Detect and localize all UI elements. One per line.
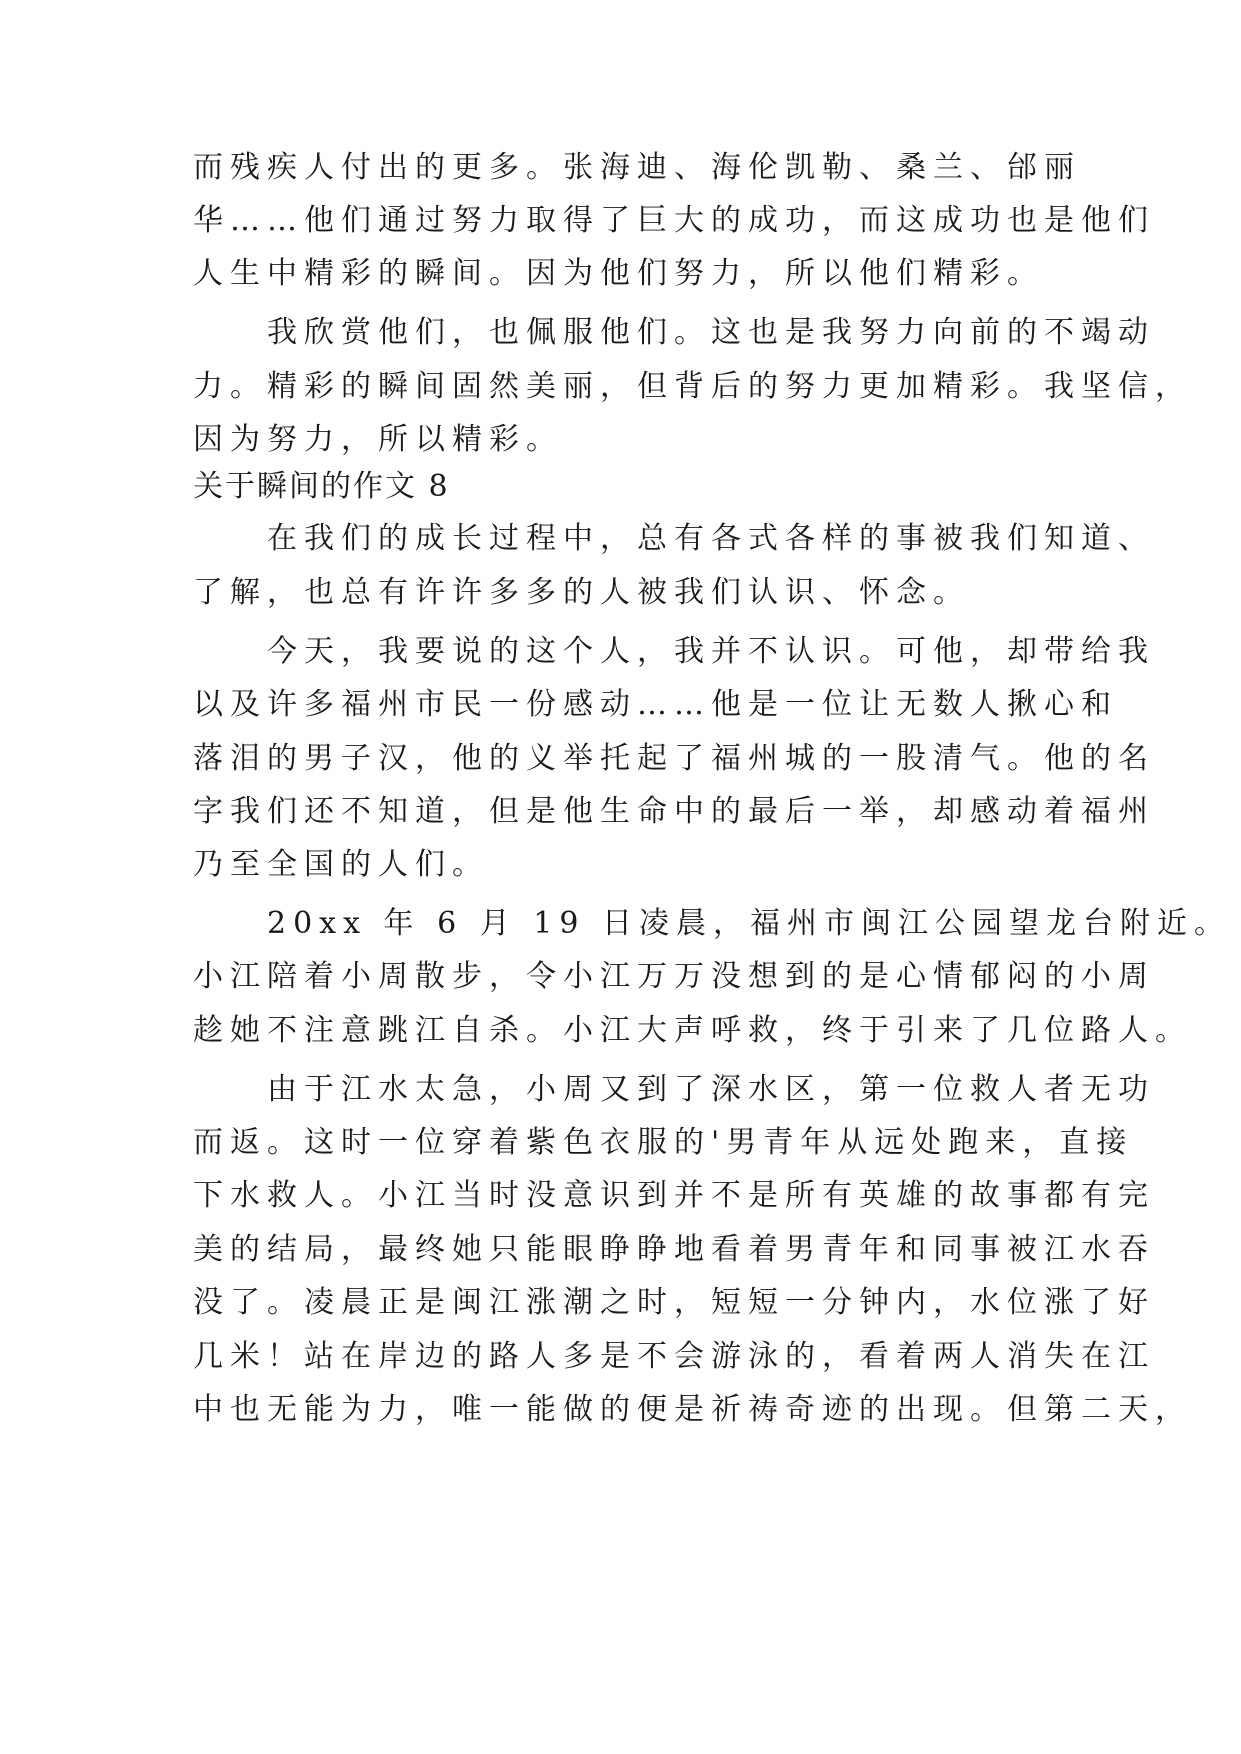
text-line: 下水救人。小江当时没意识到并不是所有英雄的故事都有完 — [193, 1178, 1155, 1213]
text-line: 我欣赏他们，也佩服他们。这也是我努力向前的不竭动 — [193, 315, 1155, 350]
section-heading: 关于瞬间的作文 8 — [193, 469, 450, 504]
text-line: 小江陪着小周散步，令小江万万没想到的是心情郁闷的小周 — [193, 959, 1155, 994]
text-line: 在我们的成长过程中，总有各式各样的事被我们知道、 — [193, 521, 1155, 556]
text-line: 而残疾人付出的更多。张海迪、海伦凯勒、桑兰、邰丽 — [193, 150, 1081, 185]
text-line: 乃至全国的人们。 — [193, 847, 489, 882]
text-line: 几米！站在岸边的路人多是不会游泳的，看着两人消失在江 — [193, 1339, 1155, 1374]
text-line: 了解，也总有许许多多的人被我们认识、怀念。 — [193, 575, 970, 610]
text-line: 落泪的男子汉，他的义举托起了福州城的一股清气。他的名 — [193, 741, 1155, 776]
text-line: 以及许多福州市民一份感动……他是一位让无数人揪心和 — [193, 687, 1118, 722]
text-line: 因为努力，所以精彩。 — [193, 422, 563, 457]
text-line: 字我们还不知道，但是他生命中的最后一举，却感动着福州 — [193, 794, 1155, 829]
text-line: 今天，我要说的这个人，我并不认识。可他，却带给我 — [193, 634, 1155, 669]
text-line: 华……他们通过努力取得了巨大的成功，而这成功也是他们 — [193, 203, 1155, 238]
text-line: 而返。这时一位穿着紫色衣服的'男青年从远处跑来，直接 — [193, 1125, 1134, 1160]
text-line: 趁她不注意跳江自杀。小江大声呼救，终于引来了几位路人。 — [193, 1013, 1192, 1048]
text-line: 没了。凌晨正是闽江涨潮之时，短短一分钟内，水位涨了好 — [193, 1285, 1155, 1320]
text-line: 中也无能为力，唯一能做的便是祈祷奇迹的出现。但第二天， — [193, 1392, 1192, 1427]
text-line: 由于江水太急，小周又到了深水区，第一位救人者无功 — [193, 1072, 1155, 1107]
text-line: 20xx 年 6 月 19 日凌晨，福州市闽江公园望龙台附近。 — [193, 906, 1231, 941]
text-line: 力。精彩的瞬间固然美丽，但背后的努力更加精彩。我坚信， — [193, 369, 1192, 404]
text-line: 美的结局，最终她只能眼睁睁地看着男青年和同事被江水吞 — [193, 1232, 1155, 1267]
text-line: 人生中精彩的瞬间。因为他们努力，所以他们精彩。 — [193, 256, 1044, 291]
